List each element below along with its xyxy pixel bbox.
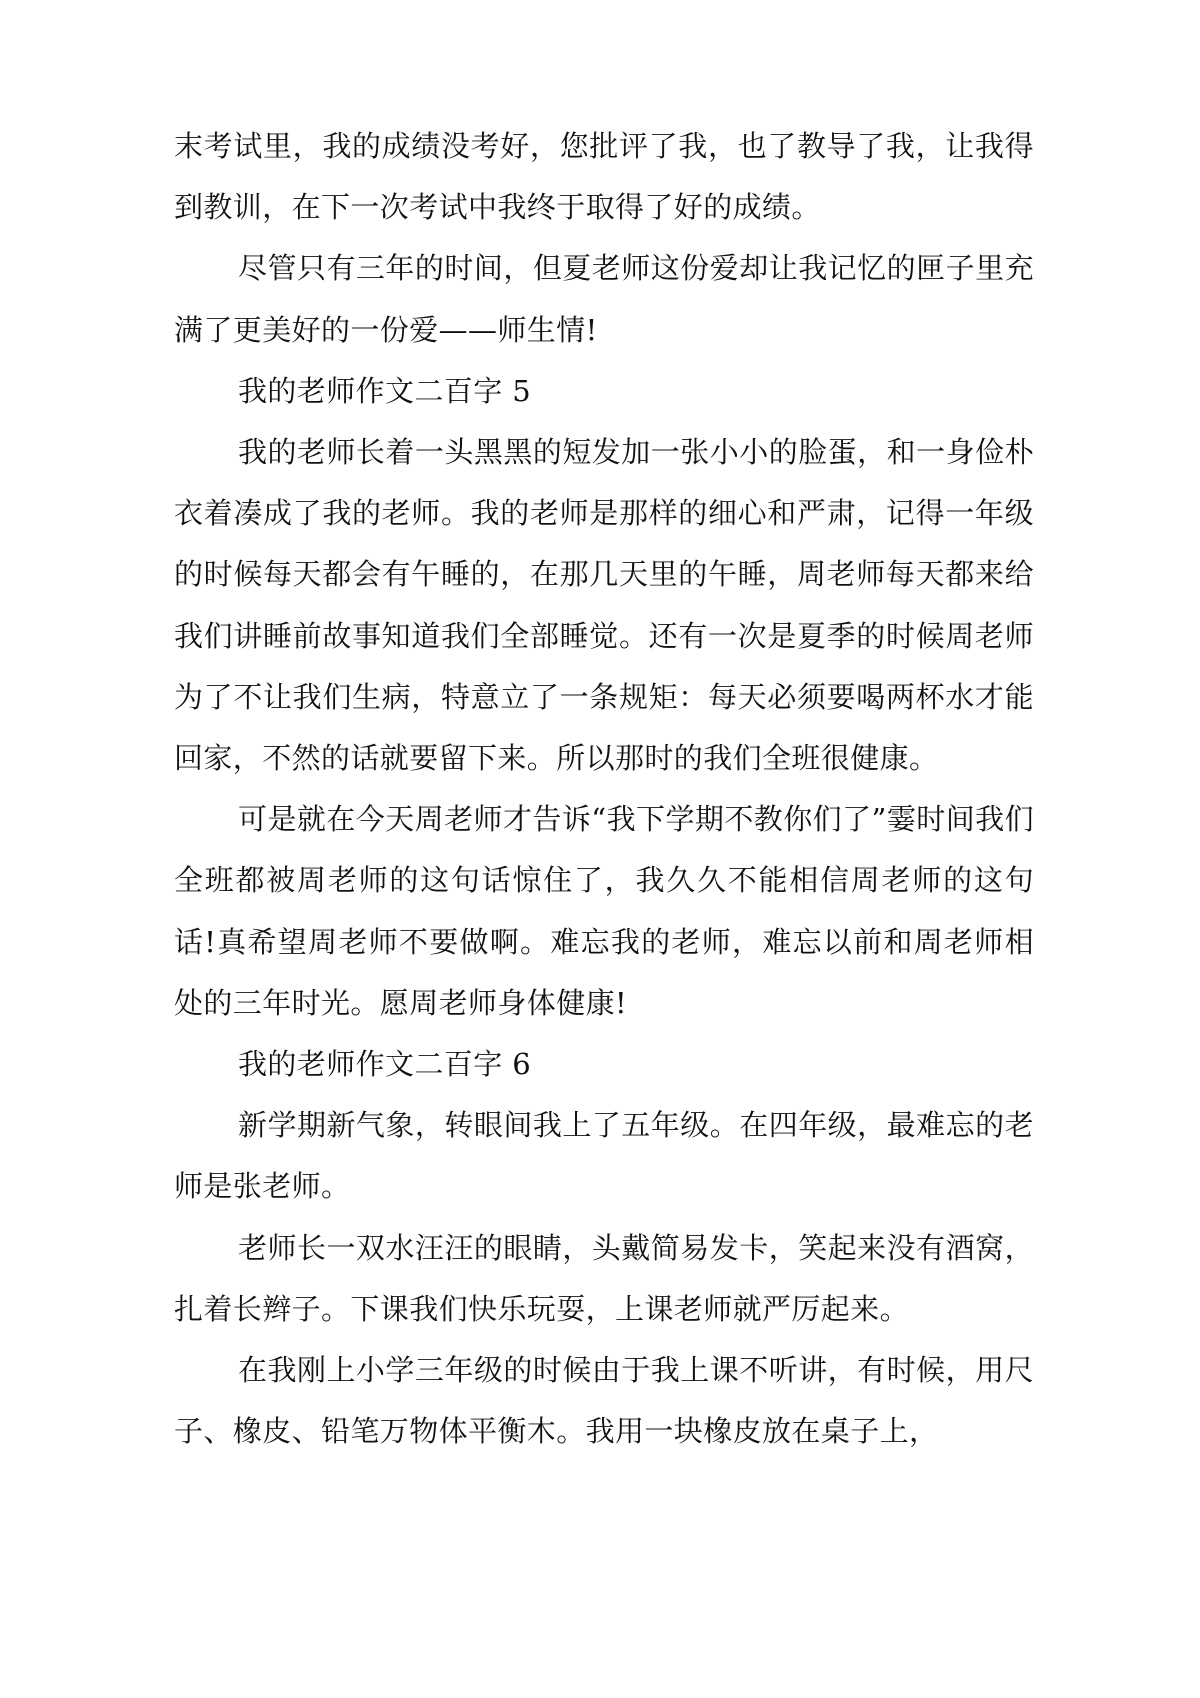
paragraph-continuation: 末考试里，我的成绩没考好，您批评了我，也了教导了我，让我得到教训，在下一次考试中我终于取得了好的成绩。 (174, 129, 1034, 225)
section-heading: 我的老师作文二百字 6 (238, 1047, 532, 1082)
paragraph: 尽管只有三年的时间，但夏老师这份爱却让我记忆的匣子里充满了更美好的一份爱——师生情! (174, 251, 1034, 347)
document-body (174, 116, 1034, 1462)
paragraph: 老师长一双水汪汪的眼睛，头戴简易发卡，笑起来没有酒窝，扎着长辫子。下课我们快乐玩耍，上课老师就严厉起来。 (174, 1230, 1034, 1326)
paragraph: 我的老师长着一头黑黑的短发加一张小小的脸蛋，和一身俭朴衣着凑成了我的老师。我的老师是那样的细心和严肃，记得一年级的时候每天都会有午睡的，在那几天里的午睡，周老师每天都来给我们讲睡前故事知道我们全部睡觉。还有一次是夏季的时候周老师为了不让我们生病，特意立了一条规矩：每天必须要喝两杯水才能回家，不然的话就要留下来。所以那时的我们全班很健康。 (174, 435, 1034, 776)
paragraph: 在我刚上小学三年级的时候由于我上课不听讲，有时候，用尺子、橡皮、铅笔万物体平衡木。我用一块橡皮放在桌子上， (174, 1353, 1034, 1449)
paragraph: 可是就在今天周老师才告诉“我下学期不教你们了”霎时间我们全班都被周老师的这句话惊住了，我久久不能相信周老师的这句话!真希望周老师不要做啊。难忘我的老师，难忘以前和周老师相处的三年时光。愿周老师身体健康! (174, 802, 1034, 1020)
paragraph: 新学期新气象，转眼间我上了五年级。在四年级，最难忘的老师是张老师。 (174, 1108, 1034, 1204)
section-heading: 我的老师作文二百字 5 (238, 373, 532, 408)
